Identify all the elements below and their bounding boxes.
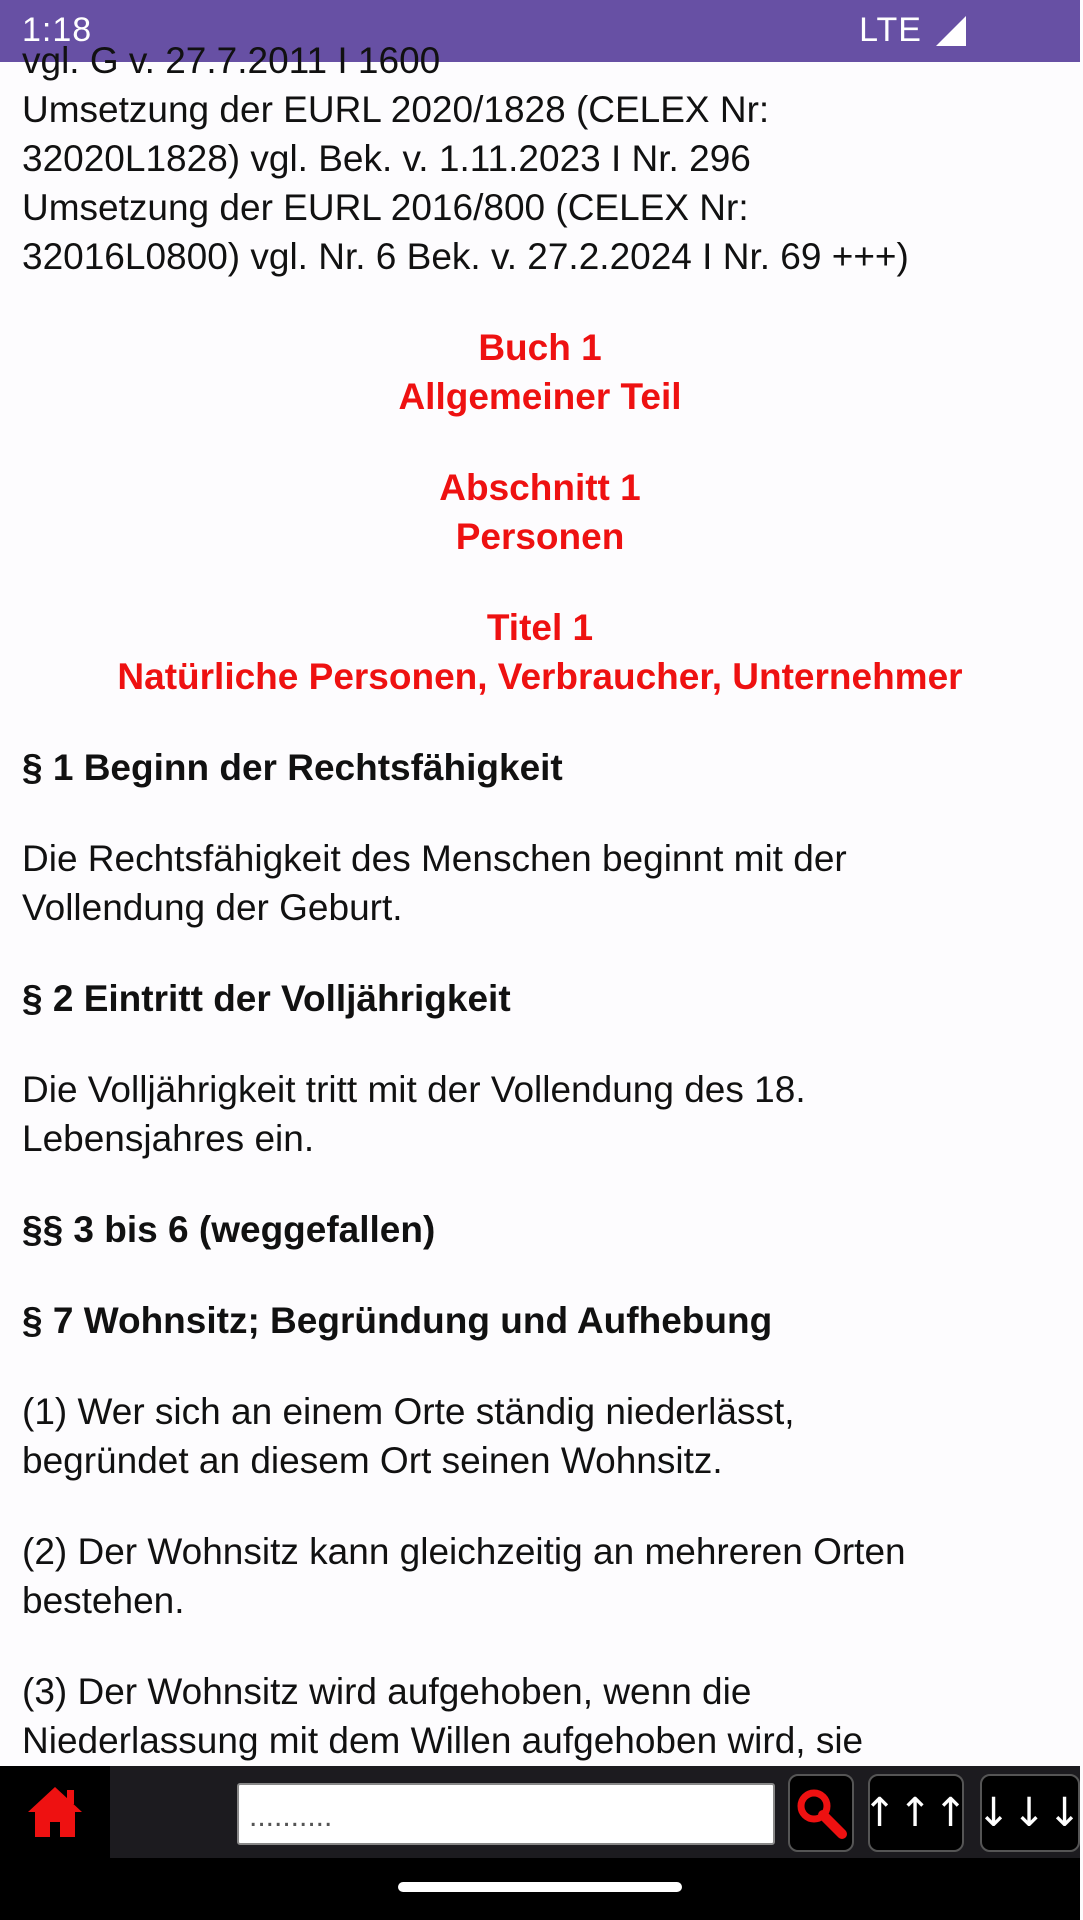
scroll-down-button[interactable]	[976, 1774, 1083, 1852]
abschnitt-number: Abschnitt 1	[439, 467, 641, 508]
intro-line: Umsetzung der EURL 2016/800 (CELEX Nr:	[22, 187, 749, 228]
section-title: §§ 3 bis 6 (weggefallen)	[22, 1209, 436, 1250]
text-line: (1) Wer sich an einem Orte ständig niederlässt,	[22, 1391, 795, 1432]
section-title: § 2 Eintritt der Volljährigkeit	[22, 978, 511, 1019]
text-line: (2) Der Wohnsitz kann gleichzeitig an mehreren Orten	[22, 1531, 906, 1572]
abschnitt-heading	[22, 463, 1058, 561]
buch-title: Allgemeiner Teil	[398, 376, 682, 417]
home-icon	[26, 1784, 84, 1840]
text-line: Die Rechtsfähigkeit des Menschen beginnt mit der	[22, 838, 847, 879]
home-gesture-handle[interactable]	[398, 1882, 682, 1892]
text-line: begründet an diesem Ort seinen Wohnsitz.	[22, 1440, 723, 1481]
bottom-toolbar	[0, 1766, 1083, 1858]
text-line: Lebensjahres ein.	[22, 1118, 315, 1159]
down-arrows-label: ↓↓↓	[976, 1790, 1083, 1836]
titel-number: Titel 1	[486, 607, 594, 648]
search-input[interactable]	[237, 1783, 775, 1845]
network-type-label: LTE	[859, 11, 922, 49]
section-paragraph	[22, 1667, 1058, 1765]
status-time: 1:18	[22, 11, 93, 49]
intro-line: Umsetzung der EURL 2020/1828 (CELEX Nr:	[22, 89, 770, 130]
abschnitt-title: Personen	[455, 516, 625, 557]
law-text-view[interactable]	[0, 40, 1080, 1766]
up-arrows-label: ↑↑↑	[862, 1790, 970, 1836]
titel-heading	[22, 603, 1058, 701]
titel-title: Natürliche Personen, Verbraucher, Unternehmer	[117, 656, 963, 697]
system-navigation-bar	[0, 1858, 1080, 1920]
buch-number: Buch 1	[478, 327, 602, 368]
section-title: § 7 Wohnsitz; Begründung und Aufhebung	[22, 1300, 773, 1341]
buch-heading	[22, 323, 1058, 421]
text-line: Die Volljährigkeit tritt mit der Vollendung des 18.	[22, 1069, 806, 1110]
section-paragraph	[22, 1387, 1058, 1485]
scroll-up-button[interactable]	[862, 1774, 970, 1852]
section-title: § 1 Beginn der Rechtsfähigkeit	[22, 747, 563, 788]
law-text-content	[22, 36, 1058, 1765]
intro-line: 32016L0800) vgl. Nr. 6 Bek. v. 27.2.2024 I Nr. 69 +++)	[22, 236, 909, 277]
intro-line: 32020L1828) vgl. Bek. v. 1.11.2023 I Nr. 296	[22, 138, 751, 179]
home-button[interactable]	[0, 1766, 110, 1858]
section-paragraph	[22, 1527, 1058, 1625]
text-line: bestehen.	[22, 1580, 185, 1621]
text-line: Vollendung der Geburt.	[22, 887, 403, 928]
section-text	[22, 834, 1058, 932]
intro-line: vgl. G v. 27.7.2011 I 1600	[22, 40, 441, 81]
search-icon	[795, 1787, 847, 1839]
text-line: Niederlassung mit dem Willen aufgehoben wird, sie	[22, 1720, 864, 1761]
search-button[interactable]	[788, 1774, 854, 1852]
text-line: (3) Der Wohnsitz wird aufgehoben, wenn die	[22, 1671, 752, 1712]
section-text	[22, 1065, 1058, 1163]
